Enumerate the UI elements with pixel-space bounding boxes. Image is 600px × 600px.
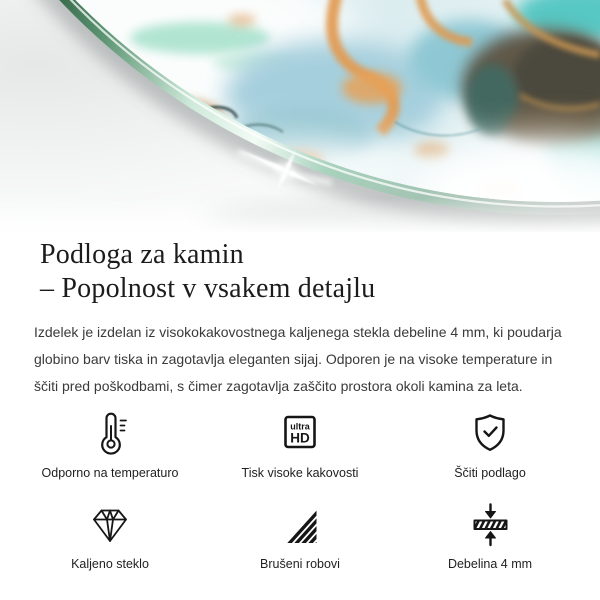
feature-tempered-glass [15,499,205,572]
ultra-hd-icon [277,408,323,458]
page-title-line2: – Popolnost v vsakem detajlu [40,273,376,304]
feature-temperature-resistant [15,408,205,481]
svg-text:ultra: ultra [290,421,310,432]
feature-label: Brušeni robovi [260,557,340,571]
thermometer-icon [87,408,133,458]
page-title [40,238,568,306]
feature-polished-edges [205,499,395,572]
feature-protects-surface [395,408,585,481]
feature-label: Tisk visoke kakovosti [241,466,359,480]
page-title-line1: Podloga za kamin [40,239,244,270]
shield-check-icon [467,408,513,458]
svg-text:HD: HD [290,430,310,446]
feature-label: Odporno na temperaturo [41,466,179,480]
feature-thickness [395,499,585,572]
feature-label: Debelina 4 mm [447,557,533,571]
diamond-icon [87,499,133,549]
product-description: Izdelek je izdelan iz visokokakovostnega kaljenega stekla debeline 4 mm, ki poudarja globino barv tiska in zagotavlja eleganten sijaj. Odporen je na visoke temperature in ščiti pred poškodbami, s čimer zagotavlja zaščito prostora okoli kamina za leta. [34,324,562,394]
product-photo [0,0,600,232]
feature-label: Kaljeno steklo [71,557,149,571]
feature-label: Ščiti podlago [454,466,526,480]
polished-edges-icon [277,499,323,549]
feature-grid [15,408,585,572]
feature-print-quality [205,408,395,481]
glass-disc-photo [0,0,600,232]
thickness-4mm-icon [467,499,513,549]
